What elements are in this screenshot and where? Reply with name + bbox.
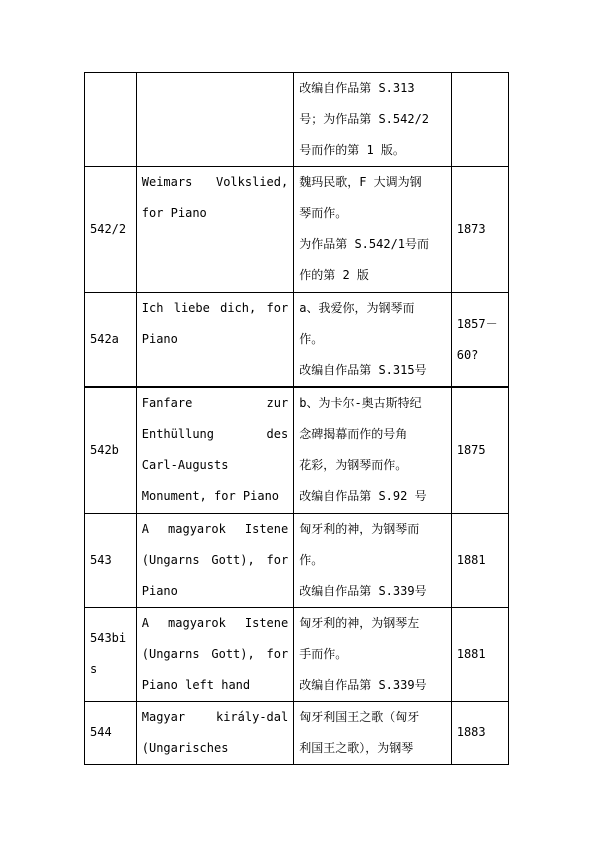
table-row — [85, 701, 509, 764]
description-line: 匈牙利国王之歌（匈牙 — [299, 709, 420, 724]
year-cell: 1883 — [451, 701, 508, 764]
description-cell — [294, 513, 451, 607]
title-line: for Piano — [141, 206, 207, 220]
table-row — [85, 73, 509, 167]
description-line: 号而作的第 1 版。 — [299, 143, 405, 157]
title-line: Weimars Volkslied, — [141, 175, 289, 189]
year-cell: 1881 — [451, 607, 508, 701]
table-row — [85, 167, 509, 293]
description-cell — [294, 701, 451, 764]
description-cell — [294, 387, 451, 513]
description-cell — [294, 167, 451, 293]
title-line: Enthüllung des — [141, 427, 289, 441]
description-cell — [294, 73, 451, 167]
title-line: Ich liebe dich, for — [141, 301, 289, 315]
year-cell: 1881 — [451, 513, 508, 607]
description-line: 号；为作品第 S.542/2 — [299, 112, 430, 126]
title-cell — [136, 701, 293, 764]
description-line: 改编自作品第 S.339号 — [299, 677, 427, 692]
description-line: 改编自作品第 S.339号 — [299, 583, 427, 598]
description-line: 手而作。 — [299, 646, 348, 661]
catalogue-number-cell: 542a — [85, 293, 137, 388]
catalogue-number-cell: 542b — [85, 387, 137, 513]
title-line: Magyar király-dal — [141, 709, 289, 724]
description-line: 琴而作。 — [299, 206, 348, 220]
catalogue-number-cell: 542/2 — [85, 167, 137, 293]
description-line: 花彩，为钢琴而作。 — [299, 458, 408, 472]
description-line: 匈牙利的神，为钢琴而 — [299, 521, 420, 536]
title-line: Piano — [141, 332, 178, 346]
description-line: a、我爱你，为钢琴而 — [299, 301, 415, 315]
description-line: 作。 — [299, 552, 324, 567]
description-line: 作的第 2 版 — [299, 268, 369, 282]
description-line: 作。 — [299, 332, 324, 346]
table-row — [85, 607, 509, 701]
title-line: Fanfare zur — [141, 396, 289, 410]
description-line: 匈牙利的神，为钢琴左 — [299, 615, 420, 630]
description-line: 改编自作品第 S.315号 — [299, 363, 427, 377]
table-row — [85, 387, 509, 513]
title-line: Monument, for Piano — [141, 489, 280, 503]
title-line: A magyarok Istene — [141, 521, 289, 536]
description-line: b、为卡尔-奥古斯特纪 — [299, 396, 422, 410]
description-line: 念碑揭幕而作的号角 — [299, 427, 408, 441]
table-row — [85, 293, 509, 388]
description-line: 利国王之歌），为钢琴 — [299, 740, 414, 755]
year-cell: 1875 — [451, 387, 508, 513]
title-line: (Ungarns Gott), for — [141, 552, 289, 567]
year-cell: 1873 — [451, 167, 508, 293]
description-line: 为作品第 S.542/1号而 — [299, 237, 430, 251]
description-line: 魏玛民歌，F 大调为钢 — [299, 175, 422, 189]
title-cell — [136, 387, 293, 513]
catalogue-number-cell: 543bis — [85, 607, 137, 701]
table-row — [85, 513, 509, 607]
catalogue-number-cell: 544 — [85, 701, 137, 764]
works-table — [84, 72, 509, 765]
title-line: (Ungarisches — [141, 740, 229, 755]
year-cell: 1857－60? — [451, 293, 508, 388]
year-cell — [451, 73, 508, 167]
title-cell — [136, 513, 293, 607]
title-cell — [136, 293, 293, 388]
description-cell — [294, 607, 451, 701]
title-cell — [136, 607, 293, 701]
description-line: 改编自作品第 S.92 号 — [299, 489, 427, 503]
title-line: (Ungarns Gott), for — [141, 646, 289, 661]
title-line: Piano — [141, 583, 178, 598]
description-cell — [294, 293, 451, 388]
title-line: A magyarok Istene — [141, 615, 289, 630]
title-cell — [136, 73, 293, 167]
title-cell — [136, 167, 293, 293]
title-line: Carl-Augusts — [141, 458, 229, 472]
title-line: Piano left hand — [141, 677, 251, 692]
catalogue-number-cell: 543 — [85, 513, 137, 607]
description-line: 改编自作品第 S.313 — [299, 81, 415, 95]
catalogue-number-cell — [85, 73, 137, 167]
